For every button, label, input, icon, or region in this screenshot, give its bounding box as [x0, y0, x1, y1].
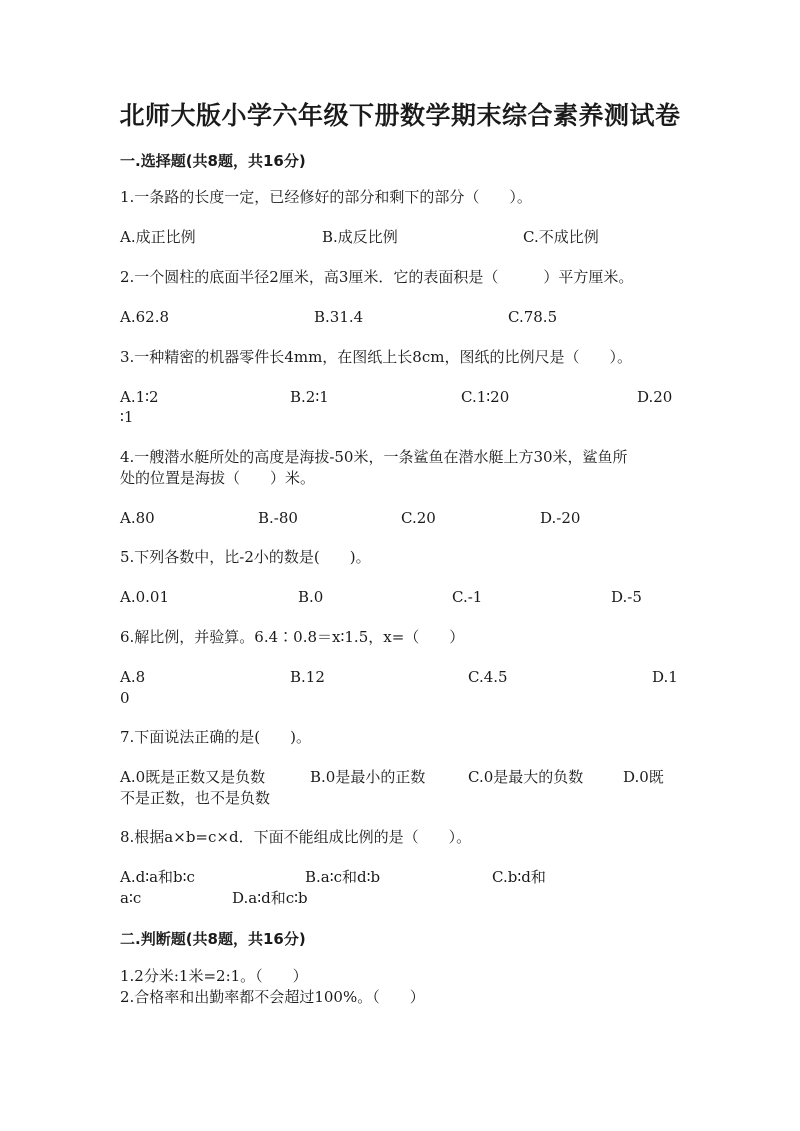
q6-option-a: A.8 [120, 668, 146, 686]
q5-option-a: A.0.01 [120, 588, 169, 606]
q1-option-b: B.成反比例 [322, 228, 398, 246]
q6-option-b: B.12 [290, 668, 325, 686]
question-7: 7.下面说法正确的是( )。 [120, 728, 312, 746]
q2-option-b: B.31.4 [314, 308, 364, 326]
q3-option-d: D.20 [637, 388, 673, 406]
q5-option-b: B.0 [298, 588, 324, 606]
question-3: 3.一种精密的机器零件长4mm，在图纸上长8cm，图纸的比例尺是（ ）。 [120, 348, 632, 366]
q3-option-c: C.1∶20 [461, 388, 510, 406]
q4-option-d: D.-20 [540, 509, 581, 527]
q3-option-d-wrap: ∶1 [120, 408, 134, 426]
question-6: 6.解比例，并验算。6.4∶0.8＝x∶1.5，x=（ ） [120, 628, 465, 646]
q2-option-c: C.78.5 [508, 308, 558, 326]
q4-option-a: A.80 [120, 509, 155, 527]
q6-option-c: C.4.5 [468, 668, 508, 686]
page-title: 北师大版小学六年级下册数学期末综合素养测试卷 [119, 101, 681, 130]
q8-option-a: A.d∶a和b∶c [120, 868, 195, 886]
q5-option-d: D.-5 [611, 588, 642, 606]
question-8: 8.根据a×b=c×d．下面不能组成比例的是（ ）。 [120, 828, 472, 846]
q7-option-c: C.0是最大的负数 [468, 768, 584, 786]
q7-option-b: B.0是最小的正数 [310, 768, 426, 786]
q8-option-c-wrap: a∶c [120, 889, 142, 907]
q4-option-b: B.-80 [258, 509, 298, 527]
q7-option-d-wrap: 不是正数，也不是负数 [120, 789, 271, 807]
q4-option-c: C.20 [401, 509, 436, 527]
q8-option-b: B.a∶c和d∶b [305, 868, 381, 886]
q8-option-c: C.b∶d和 [492, 868, 546, 886]
q2-option-a: A.62.8 [120, 308, 169, 326]
q1-option-c: C.不成比例 [523, 228, 599, 246]
q1-option-a: A.成正比例 [120, 228, 196, 246]
q6-option-d: D.1 [652, 668, 678, 686]
judge-question-1: 1.2分米:1米=2:1。（ ） [120, 967, 308, 985]
question-4-line-1: 4.一艘潜水艇所处的高度是海拔-50米，一条鲨鱼在潜水艇上方30米，鲨鱼所 [120, 448, 628, 466]
question-5: 5.下列各数中，比-2小的数是( )。 [120, 548, 371, 566]
q3-option-a: A.1∶2 [120, 388, 159, 406]
q5-option-c: C.-1 [452, 588, 483, 606]
question-1: 1.一条路的长度一定，已经修好的部分和剩下的部分（ ）。 [120, 188, 532, 206]
q3-option-b: B.2∶1 [290, 388, 329, 406]
judge-question-2: 2.合格率和出勤率都不会超过100%。（ ） [120, 988, 425, 1006]
q6-option-d-wrap: 0 [120, 689, 130, 707]
question-2: 2.一个圆柱的底面半径2厘米，高3厘米．它的表面积是（ ）平方厘米。 [120, 268, 634, 286]
section-heading-choice: 一.选择题(共8题，共16分) [120, 152, 306, 170]
q7-option-a: A.0既是正数又是负数 [120, 768, 266, 786]
q7-option-d: D.0既 [623, 768, 664, 786]
q8-option-d: D.a∶d和c∶b [232, 889, 308, 907]
section-heading-judge: 二.判断题(共8题，共16分) [120, 930, 306, 948]
question-4-line-2: 处的位置是海拔（ ）米。 [120, 469, 316, 487]
